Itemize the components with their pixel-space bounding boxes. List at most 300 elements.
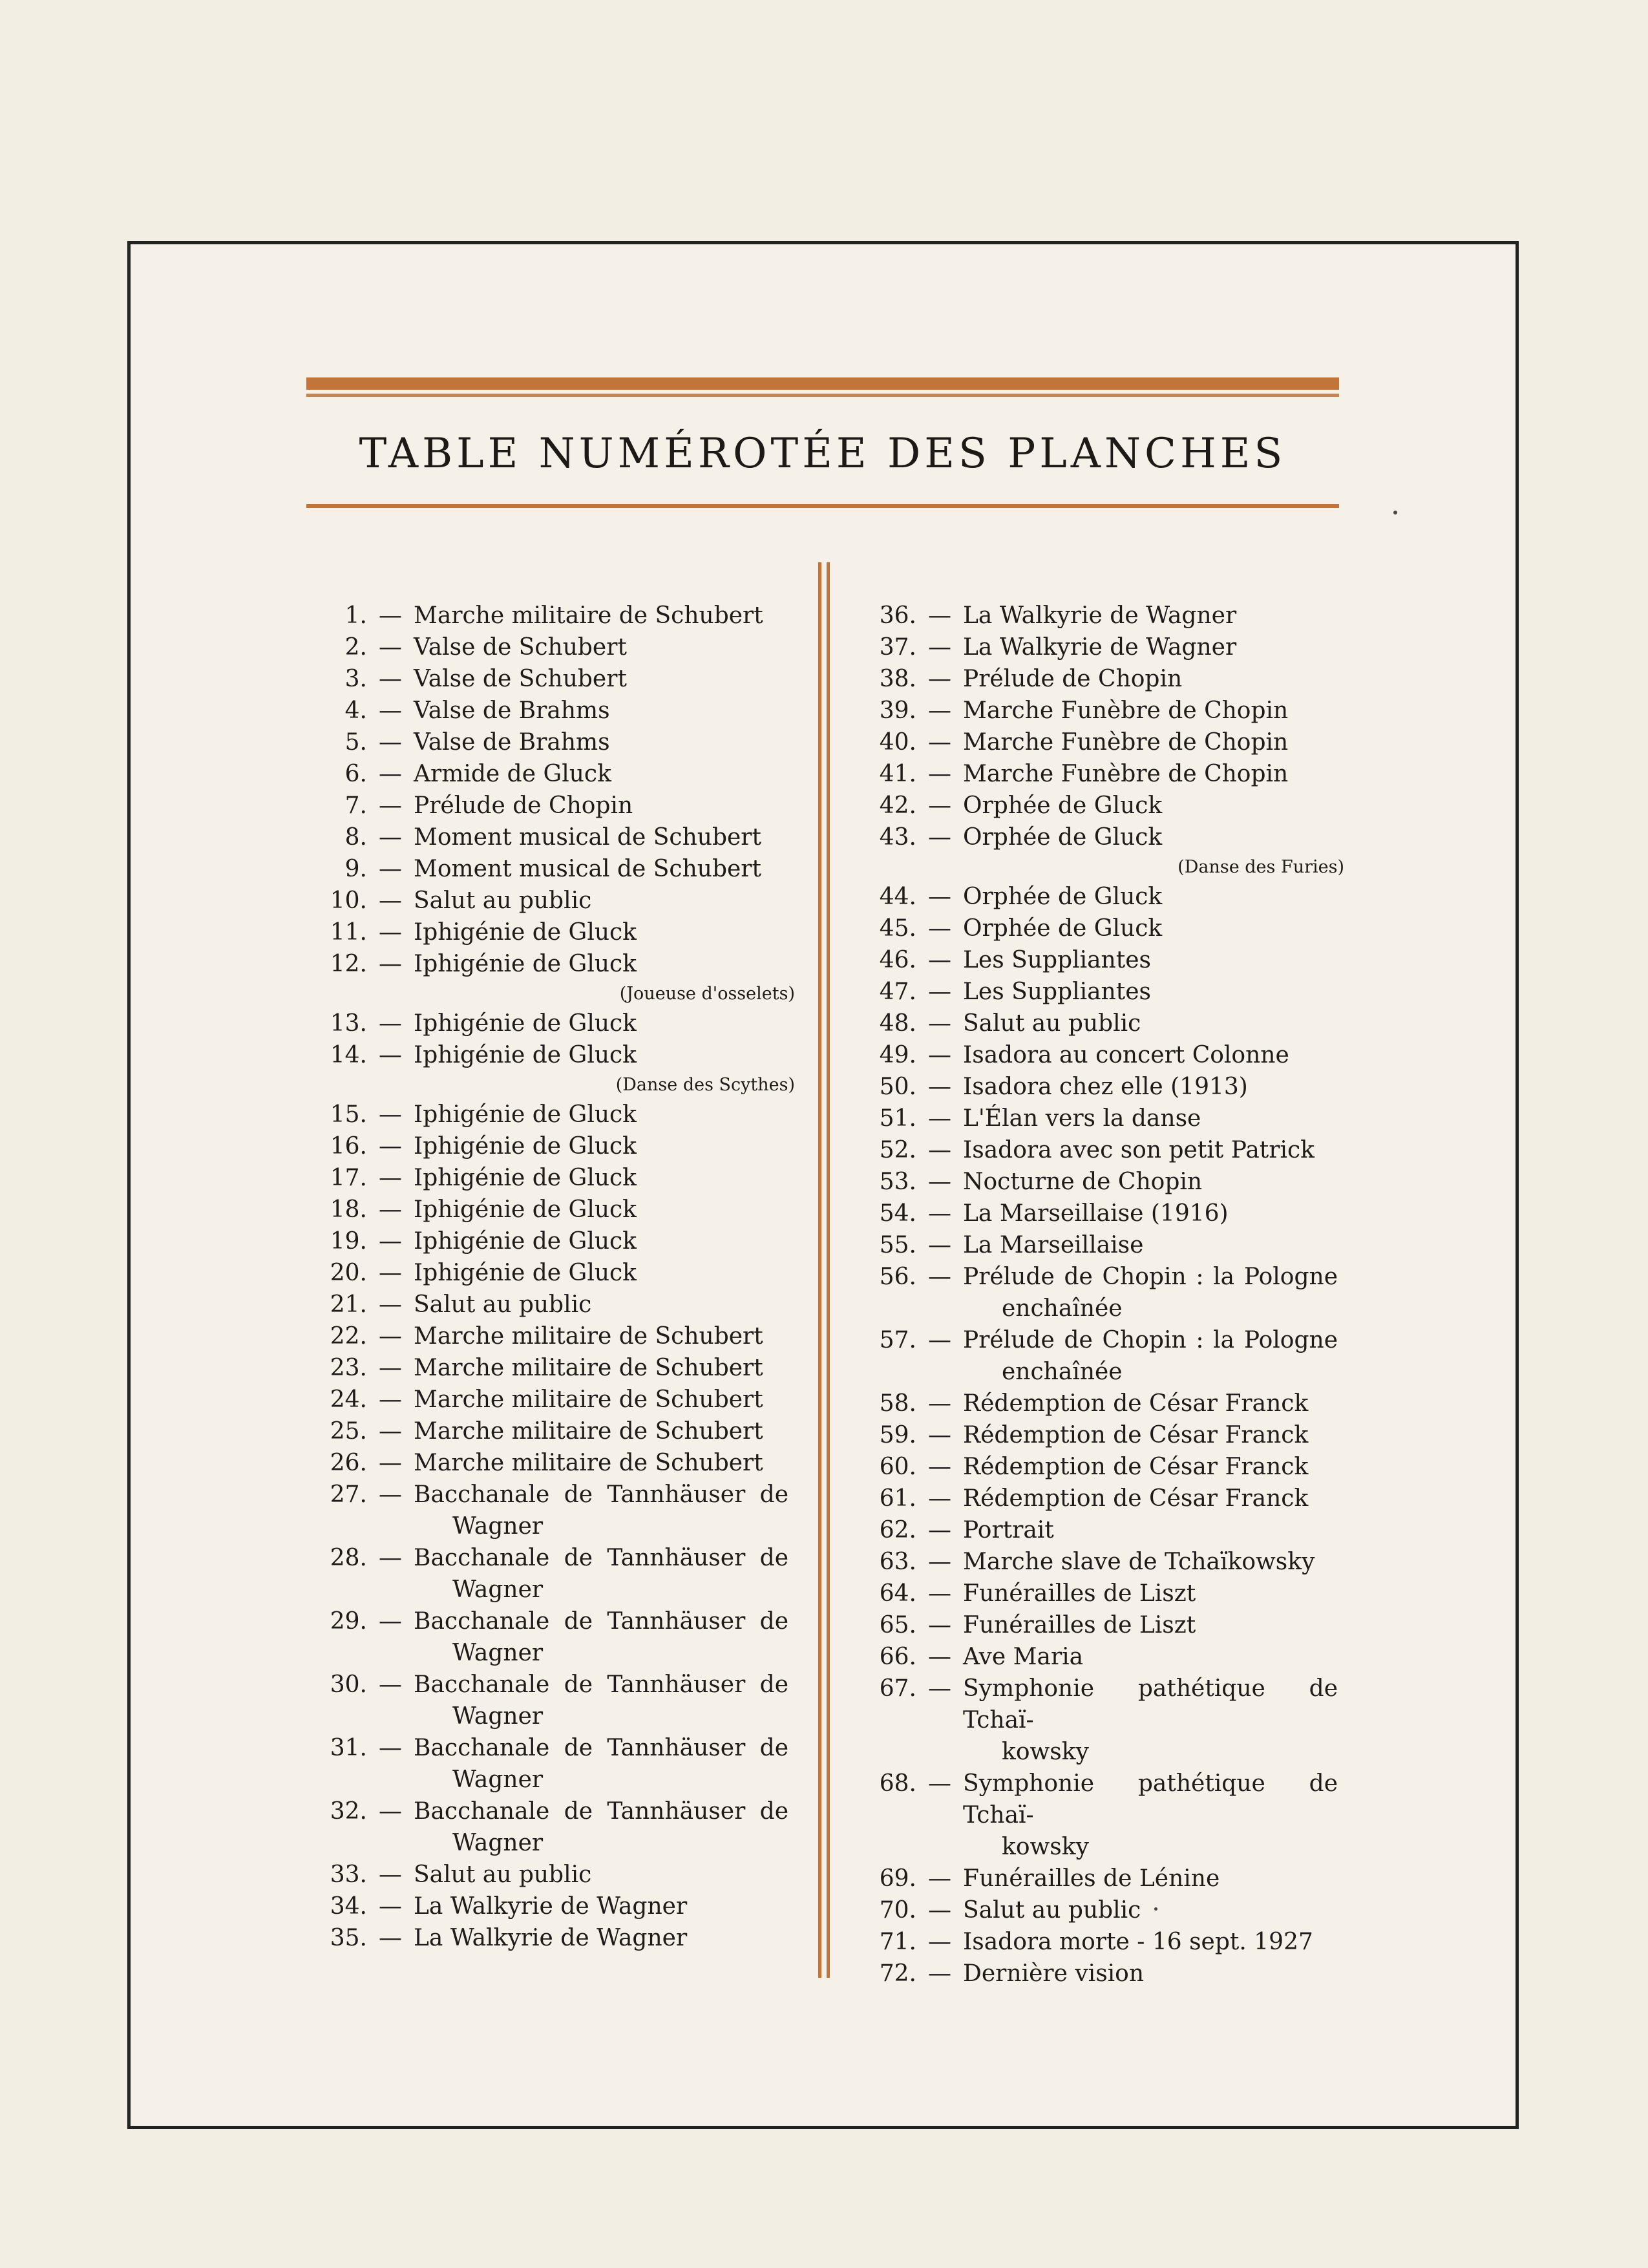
plate-title: Bacchanale de Tannhäuser de	[414, 1735, 788, 1761]
em-dash: —	[379, 856, 402, 882]
plate-title: Iphigénie de Gluck	[414, 1228, 637, 1255]
plate-title: Les Suppliantes	[963, 979, 1151, 1005]
plate-title: La Marseillaise	[963, 1232, 1144, 1258]
plate-entry	[847, 1419, 1351, 1451]
plate-title: Moment musical de Schubert	[414, 856, 761, 882]
plate-number: 65.	[879, 1612, 916, 1638]
plate-title: Iphigénie de Gluck	[414, 1165, 637, 1191]
em-dash: —	[379, 761, 402, 787]
plate-title: Marche Funèbre de Chopin	[963, 729, 1289, 756]
plate-entry	[847, 1768, 1351, 1863]
ornamental-rule-top-thin	[306, 394, 1339, 397]
plate-number: 68.	[879, 1770, 916, 1797]
plate-number: 20.	[330, 1260, 367, 1286]
em-dash: —	[928, 1232, 951, 1258]
plate-title: Dernière vision	[963, 1960, 1145, 1987]
em-dash: —	[379, 1735, 402, 1761]
plate-title: Bacchanale de Tannhäuser de	[414, 1798, 788, 1825]
em-dash: —	[928, 1074, 951, 1100]
plate-title: Les Suppliantes	[963, 947, 1151, 973]
plate-title: Orphée de Gluck	[963, 824, 1163, 851]
plate-title-continuation: enchaînée	[1002, 1359, 1123, 1385]
plate-title: La Marseillaise (1916)	[963, 1200, 1229, 1227]
plate-entry	[847, 600, 1351, 631]
plate-number: 71.	[879, 1929, 916, 1955]
plate-title-continuation: Wagner	[452, 1766, 544, 1793]
plate-entry	[297, 790, 801, 821]
plate-title: Rédemption de César Franck	[963, 1422, 1309, 1448]
em-dash: —	[928, 1580, 951, 1607]
plate-number: 30.	[330, 1671, 367, 1698]
plate-entry	[297, 1606, 801, 1669]
plate-entry	[847, 913, 1351, 944]
plate-title: Bacchanale de Tannhäuser de	[414, 1481, 788, 1508]
plate-entry	[297, 917, 801, 948]
plate-entry	[847, 1673, 1351, 1768]
em-dash: —	[928, 915, 951, 942]
plate-entry	[297, 1039, 801, 1071]
plate-number: 38.	[879, 666, 916, 692]
plate-title: Marche Funèbre de Chopin	[963, 761, 1289, 787]
plate-entry	[297, 821, 801, 853]
plate-title: Valse de Brahms	[414, 697, 610, 724]
plate-title: Marche militaire de Schubert	[414, 1386, 763, 1413]
plate-number: 39.	[879, 697, 916, 724]
em-dash: —	[379, 1010, 402, 1037]
plate-number: 26.	[330, 1450, 367, 1476]
plate-title: Symphonie pathétique de Tchaï-	[963, 1770, 1338, 1828]
plate-title: Prélude de Chopin	[963, 666, 1183, 692]
plate-entry	[847, 1609, 1351, 1641]
plate-number: 63.	[879, 1549, 916, 1575]
plate-title-wrapped	[963, 1324, 1338, 1388]
plate-title: Prélude de Chopin : la Pologne	[963, 1264, 1338, 1290]
plate-entry	[847, 1134, 1351, 1166]
plate-number: 32.	[330, 1798, 367, 1825]
em-dash: —	[379, 887, 402, 914]
plate-number: 50.	[879, 1074, 916, 1100]
plates-list-left	[297, 600, 801, 1954]
plate-title-wrapped	[414, 1669, 788, 1732]
plate-title-continuation: Wagner	[452, 1703, 544, 1730]
plate-number: 44.	[879, 884, 916, 910]
em-dash: —	[379, 824, 402, 851]
plate-entry	[847, 1166, 1351, 1198]
em-dash: —	[379, 1798, 402, 1825]
plate-number: 16.	[330, 1133, 367, 1160]
plate-number: 61.	[879, 1485, 916, 1512]
plate-title: Iphigénie de Gluck	[414, 1133, 637, 1160]
plate-entry	[847, 1894, 1351, 1926]
plate-entry	[847, 1483, 1351, 1514]
plate-number: 11.	[330, 919, 367, 946]
plate-title: Iphigénie de Gluck	[414, 919, 637, 946]
plate-entry	[297, 726, 801, 758]
em-dash: —	[928, 1770, 951, 1797]
plate-subtitle: (Danse des Scythes)	[615, 1075, 795, 1095]
plate-title: Iphigénie de Gluck	[414, 1196, 637, 1223]
plate-entry	[847, 1229, 1351, 1261]
plate-title: Salut au public	[963, 1897, 1141, 1924]
plate-number: 57.	[879, 1327, 916, 1353]
plate-title: Portrait	[963, 1517, 1054, 1543]
plate-title-wrapped	[963, 1768, 1338, 1863]
em-dash: —	[379, 919, 402, 946]
plate-number: 33.	[330, 1861, 367, 1888]
plate-entry	[847, 1008, 1351, 1039]
plate-title: Marche militaire de Schubert	[414, 1450, 763, 1476]
plate-entry	[847, 1863, 1351, 1894]
plate-entry	[847, 821, 1351, 853]
plate-entry	[847, 1388, 1351, 1419]
plate-title-wrapped	[963, 1261, 1338, 1324]
em-dash: —	[928, 1485, 951, 1512]
plate-entry	[297, 1320, 801, 1352]
plate-number: 66.	[879, 1644, 916, 1670]
plate-number: 62.	[879, 1517, 916, 1543]
em-dash: —	[928, 1200, 951, 1227]
plate-title: Marche slave de Tchaïkowsky	[963, 1549, 1315, 1575]
plate-title: Salut au public	[963, 1010, 1141, 1037]
plate-entry	[297, 1542, 801, 1606]
plate-entry	[847, 1324, 1351, 1388]
plate-entry	[847, 758, 1351, 790]
plate-title: Bacchanale de Tannhäuser de	[414, 1671, 788, 1698]
plate-number: 52.	[879, 1137, 916, 1163]
plate-entry	[297, 1289, 801, 1320]
plate-number: 70.	[879, 1897, 916, 1924]
em-dash: —	[379, 1386, 402, 1413]
plate-entry	[847, 726, 1351, 758]
plate-entry	[847, 1451, 1351, 1483]
em-dash: —	[928, 761, 951, 787]
em-dash: —	[379, 1481, 402, 1508]
plate-title: Isadora avec son petit Patrick	[963, 1137, 1315, 1163]
plate-title: Valse de Brahms	[414, 729, 610, 756]
plate-title-continuation: Wagner	[452, 1513, 544, 1540]
plate-number: 1.	[344, 602, 367, 629]
plate-entry	[297, 695, 801, 726]
em-dash: —	[928, 1042, 951, 1068]
em-dash: —	[379, 1893, 402, 1920]
plate-number: 53.	[879, 1169, 916, 1195]
em-dash: —	[379, 634, 402, 661]
plate-entry	[297, 1099, 801, 1130]
plate-number: 36.	[879, 602, 916, 629]
plate-entry	[297, 1669, 801, 1732]
paper-speck	[1393, 511, 1397, 514]
plate-entry	[847, 1958, 1351, 1989]
plate-title: Prélude de Chopin : la Pologne	[963, 1327, 1338, 1353]
plate-title-wrapped	[414, 1542, 788, 1606]
plate-entry	[297, 853, 801, 885]
plate-entry	[297, 1922, 801, 1954]
em-dash: —	[928, 947, 951, 973]
plate-title: Ave Maria	[963, 1644, 1084, 1670]
plate-number: 49.	[879, 1042, 916, 1068]
ornamental-rule-bottom	[306, 504, 1339, 508]
em-dash: —	[928, 1897, 951, 1924]
plate-title: Isadora chez elle (1913)	[963, 1074, 1248, 1100]
em-dash: —	[379, 1042, 402, 1068]
plate-title: Prélude de Chopin	[414, 792, 633, 819]
plate-title-continuation: enchaînée	[1002, 1295, 1123, 1322]
plate-entry	[847, 881, 1351, 913]
em-dash: —	[379, 951, 402, 977]
plate-title: Moment musical de Schubert	[414, 824, 761, 851]
plate-number: 56.	[879, 1264, 916, 1290]
em-dash: —	[928, 1390, 951, 1417]
plate-title: Nocturne de Chopin	[963, 1169, 1203, 1195]
em-dash: —	[928, 1929, 951, 1955]
plate-title: Orphée de Gluck	[963, 884, 1163, 910]
plate-subtitle: (Joueuse d'osselets)	[619, 984, 795, 1004]
plate-number: 24.	[330, 1386, 367, 1413]
plate-number: 13.	[330, 1010, 367, 1037]
plate-title: Iphigénie de Gluck	[414, 1260, 637, 1286]
plate-title-continuation: Wagner	[452, 1576, 544, 1603]
column-divider	[818, 562, 830, 1978]
plate-entry	[297, 663, 801, 695]
plate-title: Salut au public	[414, 1291, 592, 1318]
em-dash: —	[379, 792, 402, 819]
plate-entry	[297, 1891, 801, 1922]
plate-title: Rédemption de César Franck	[963, 1454, 1309, 1480]
plate-number: 35.	[330, 1925, 367, 1951]
plate-number: 9.	[344, 856, 367, 882]
plate-entry	[297, 1415, 801, 1447]
plate-title: Marche militaire de Schubert	[414, 1355, 763, 1381]
plate-title-wrapped	[414, 1606, 788, 1669]
plate-number: 54.	[879, 1200, 916, 1227]
em-dash: —	[379, 1861, 402, 1888]
plate-number: 46.	[879, 947, 916, 973]
plate-title: Marche militaire de Schubert	[414, 602, 763, 629]
em-dash: —	[379, 1133, 402, 1160]
plate-title-wrapped	[414, 1732, 788, 1796]
em-dash: —	[379, 1450, 402, 1476]
plate-title: La Walkyrie de Wagner	[963, 634, 1237, 661]
plate-number: 10.	[330, 887, 367, 914]
plate-title: Iphigénie de Gluck	[414, 1101, 637, 1128]
plate-number: 19.	[330, 1228, 367, 1255]
plate-number: 47.	[879, 979, 916, 1005]
plate-entry	[847, 1071, 1351, 1103]
plate-title: Marche militaire de Schubert	[414, 1418, 763, 1445]
plate-entry	[847, 790, 1351, 821]
plate-number: 25.	[330, 1418, 367, 1445]
plate-title: La Walkyrie de Wagner	[414, 1893, 688, 1920]
plate-entry	[297, 1447, 801, 1479]
plate-title: Bacchanale de Tannhäuser de	[414, 1608, 788, 1635]
plate-entry	[297, 758, 801, 790]
em-dash: —	[379, 1323, 402, 1350]
plate-title: Valse de Schubert	[414, 666, 627, 692]
plate-number: 14.	[330, 1042, 367, 1068]
plate-entry	[297, 1384, 801, 1415]
em-dash: —	[379, 1260, 402, 1286]
em-dash: —	[379, 1196, 402, 1223]
plate-number: 67.	[879, 1675, 916, 1702]
plate-entry	[297, 1130, 801, 1162]
plate-entry	[297, 600, 801, 631]
plate-number: 72.	[879, 1960, 916, 1987]
plate-title: Rédemption de César Franck	[963, 1485, 1309, 1512]
em-dash: —	[928, 1454, 951, 1480]
em-dash: —	[379, 1101, 402, 1128]
plate-title: Armide de Gluck	[414, 761, 611, 787]
plate-entry	[847, 1039, 1351, 1071]
plate-number: 28.	[330, 1545, 367, 1571]
em-dash: —	[379, 1418, 402, 1445]
em-dash: —	[928, 1517, 951, 1543]
em-dash: —	[379, 697, 402, 724]
plate-title: Iphigénie de Gluck	[414, 1010, 637, 1037]
em-dash: —	[928, 1644, 951, 1670]
plate-entry	[297, 1352, 801, 1384]
em-dash: —	[379, 1925, 402, 1951]
plate-title: Funérailles de Liszt	[963, 1580, 1196, 1607]
em-dash: —	[928, 729, 951, 756]
plate-number: 21.	[330, 1291, 367, 1318]
plate-title: Orphée de Gluck	[963, 915, 1163, 942]
plate-entry	[847, 944, 1351, 976]
plate-entry	[297, 1732, 801, 1796]
plate-title-continuation: kowsky	[1002, 1834, 1089, 1860]
plate-entry	[297, 631, 801, 663]
ornamental-rule-top	[306, 377, 1339, 390]
em-dash: —	[928, 1327, 951, 1353]
plate-entry	[847, 1198, 1351, 1229]
plate-number: 34.	[330, 1893, 367, 1920]
plate-number: 43.	[879, 824, 916, 851]
plate-title-continuation: kowsky	[1002, 1739, 1089, 1765]
plate-number: 12.	[330, 951, 367, 977]
plate-number: 15.	[330, 1101, 367, 1128]
plate-number: 3.	[344, 666, 367, 692]
plate-number: 7.	[344, 792, 367, 819]
paper-speck	[1154, 1907, 1157, 1911]
em-dash: —	[928, 792, 951, 819]
plate-number: 59.	[879, 1422, 916, 1448]
plate-number: 69.	[879, 1865, 916, 1892]
plate-title: L'Élan vers la danse	[963, 1105, 1201, 1132]
em-dash: —	[928, 824, 951, 851]
plate-title: La Walkyrie de Wagner	[414, 1925, 688, 1951]
em-dash: —	[928, 697, 951, 724]
plate-number: 18.	[330, 1196, 367, 1223]
em-dash: —	[379, 602, 402, 629]
em-dash: —	[379, 1608, 402, 1635]
page-title: TABLE NUMÉROTÉE DES PLANCHES	[359, 430, 1287, 478]
plate-title: Salut au public	[414, 1861, 592, 1888]
plate-title-wrapped	[414, 1796, 788, 1859]
em-dash: —	[928, 1264, 951, 1290]
plate-title: Funérailles de Lénine	[963, 1865, 1220, 1892]
plate-title: Isadora au concert Colonne	[963, 1042, 1289, 1068]
plate-number: 37.	[879, 634, 916, 661]
plate-number: 22.	[330, 1323, 367, 1350]
em-dash: —	[928, 1612, 951, 1638]
em-dash: —	[379, 1671, 402, 1698]
plate-number: 40.	[879, 729, 916, 756]
plate-number: 27.	[330, 1481, 367, 1508]
plate-entry	[297, 1257, 801, 1289]
plate-entry	[847, 1546, 1351, 1578]
plate-number: 55.	[879, 1232, 916, 1258]
em-dash: —	[379, 729, 402, 756]
em-dash: —	[928, 884, 951, 910]
plate-number: 45.	[879, 915, 916, 942]
plate-number: 64.	[879, 1580, 916, 1607]
plate-entry	[297, 885, 801, 917]
em-dash: —	[928, 1960, 951, 1987]
plate-entry	[847, 1926, 1351, 1958]
plate-title: Marche militaire de Schubert	[414, 1323, 763, 1350]
plate-entry	[297, 1194, 801, 1225]
plate-title: Bacchanale de Tannhäuser de	[414, 1545, 788, 1571]
plate-number: 41.	[879, 761, 916, 787]
plate-title: Orphée de Gluck	[963, 792, 1163, 819]
plate-number: 60.	[879, 1454, 916, 1480]
plate-title: Iphigénie de Gluck	[414, 951, 637, 977]
plate-number: 42.	[879, 792, 916, 819]
plate-entry	[847, 1103, 1351, 1134]
plate-number: 6.	[344, 761, 367, 787]
plate-entry	[847, 976, 1351, 1008]
plate-title-continuation: Wagner	[452, 1830, 544, 1856]
plate-number: 8.	[344, 824, 367, 851]
plate-entry	[847, 631, 1351, 663]
em-dash: —	[928, 1137, 951, 1163]
plate-number: 31.	[330, 1735, 367, 1761]
em-dash: —	[928, 1675, 951, 1702]
em-dash: —	[379, 1291, 402, 1318]
em-dash: —	[928, 666, 951, 692]
plate-number: 29.	[330, 1608, 367, 1635]
plate-title: Isadora morte - 16 sept. 1927	[963, 1929, 1313, 1955]
plate-title: Valse de Schubert	[414, 634, 627, 661]
em-dash: —	[928, 979, 951, 1005]
plate-title: Symphonie pathétique de Tchaï-	[963, 1675, 1338, 1733]
plate-number: 48.	[879, 1010, 916, 1037]
plate-title: Salut au public	[414, 887, 592, 914]
em-dash: —	[379, 1355, 402, 1381]
plate-entry	[847, 1261, 1351, 1324]
plate-title: Marche Funèbre de Chopin	[963, 697, 1289, 724]
plate-entry	[297, 948, 801, 980]
em-dash: —	[928, 1010, 951, 1037]
plate-entry	[847, 1514, 1351, 1546]
em-dash: —	[928, 1865, 951, 1892]
plate-entry	[847, 1578, 1351, 1609]
plate-title: Iphigénie de Gluck	[414, 1042, 637, 1068]
plate-title: Rédemption de César Franck	[963, 1390, 1309, 1417]
plate-entry	[847, 695, 1351, 726]
plate-entry	[847, 663, 1351, 695]
em-dash: —	[379, 1545, 402, 1571]
plate-number: 58.	[879, 1390, 916, 1417]
plate-title-continuation: Wagner	[452, 1640, 544, 1666]
plate-number: 2.	[344, 634, 367, 661]
plate-entry	[297, 1859, 801, 1891]
plate-subtitle: (Danse des Furies)	[1178, 857, 1344, 877]
plate-number: 23.	[330, 1355, 367, 1381]
plate-number: 5.	[344, 729, 367, 756]
em-dash: —	[928, 1549, 951, 1575]
plate-number: 51.	[879, 1105, 916, 1132]
plates-list-right	[847, 600, 1351, 1989]
